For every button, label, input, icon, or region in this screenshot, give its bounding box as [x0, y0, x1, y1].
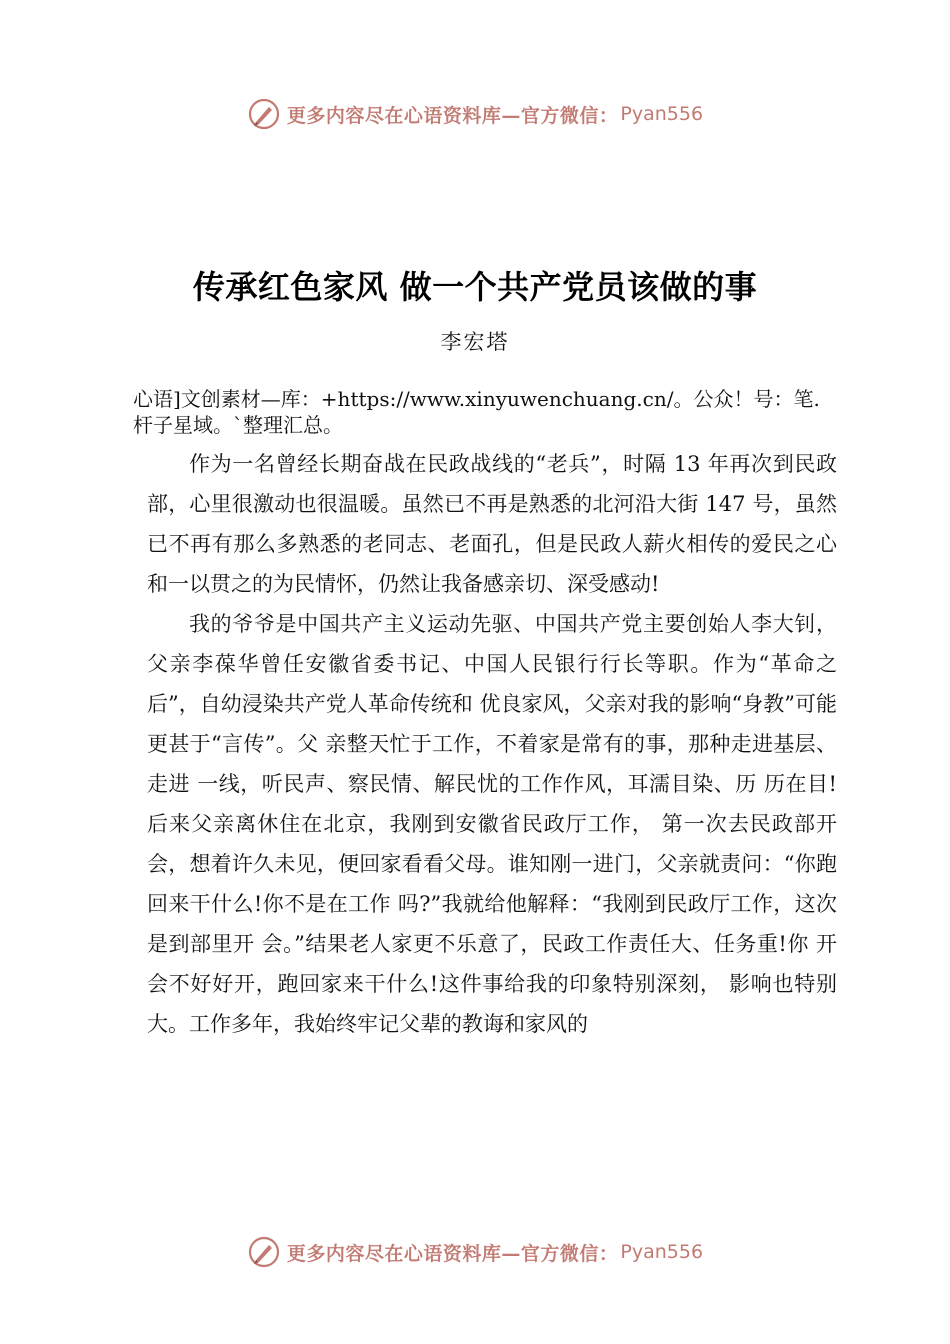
- footer-wechat-id: Pyan556: [620, 1241, 704, 1263]
- pen-logo-icon: [247, 97, 281, 131]
- paragraph: 我的爷爷是中国共产主义运动先驱、中国共产党主要创始人李大钊，父亲李葆华曾任安徽省委书记、中国人民银行行长等职。作为“革命之后”，自幼浸染共产党人革命传统和 优良家风，父亲对我的影响“身教”可能更甚于“言传”。父 亲整天忙于工作，不着家是常有的事，那种走进基层、走进 一线，听民声、察民情、解民忧的工作作风，耳濡目染、历 历在目!后来父亲离休住在北京，我刚到安徽省民政厅工作， 第一次去民政部开会，想着许久未见，便回家看看父母。谁知刚一进门，父亲就责问：“你跑回来干什么!你不是在工作 吗?”我就给他解释：“我刚到民政厅工作，这次是到部里开 会。”结果老人家更不乐意了，民政工作责任大、任务重!你 开会不好好开，跑回家来干什么!这件事给我的印象特别深刻， 影响也特别大。工作多年，我始终牢记父辈的教诲和家风的: [147, 612, 837, 1036]
- footer-banner: [0, 1232, 950, 1272]
- header-promo-text: 更多内容尽在心语资料库—官方微信：: [286, 104, 619, 127]
- pen-logo-icon: [247, 1235, 281, 1269]
- document-title: 传承红色家风 做一个共产党员该做的事: [192, 268, 758, 306]
- footer-promo-text: 更多内容尽在心语资料库—官方微信：: [286, 1242, 619, 1265]
- paragraph: 作为一名曾经长期奋战在民政战线的“老兵”，时隔 13 年再次到民政部，心里很激动也很温暖。虽然已不再是熟悉的北河沿大街 147 号，虽然已不再有那么多熟悉的老同志、老面孔，但是民政人薪火相传的爱民之心和一以贯之的为民情怀，仍然让我备感亲切、深受感动!: [147, 452, 837, 596]
- document-body: [147, 444, 837, 1044]
- source-note: 心语]文创素材—库：+https://www.xinyuwenchuang.cn/。公众！号：笔.杆子星域。`整理汇总。: [133, 387, 820, 437]
- document-author: 李宏塔: [440, 330, 510, 354]
- header-banner: [0, 94, 950, 134]
- header-wechat-id: Pyan556: [620, 103, 704, 125]
